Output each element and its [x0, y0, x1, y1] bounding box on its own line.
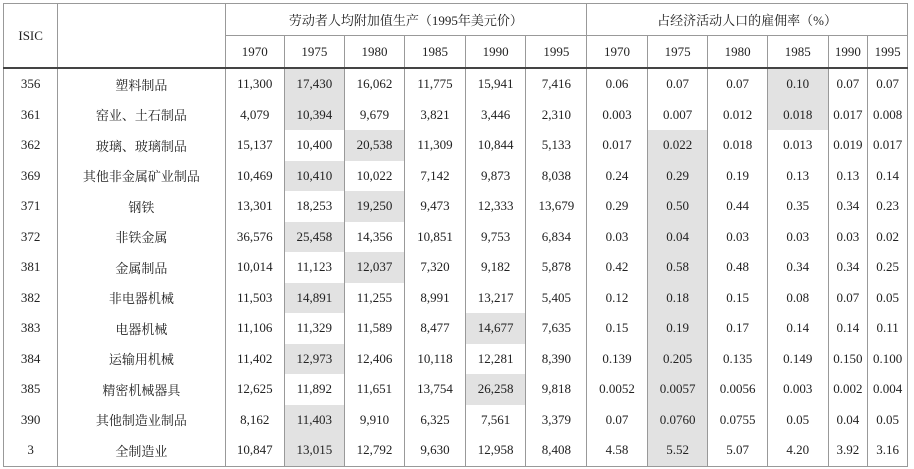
table-row — [4, 222, 908, 253]
va-year-header: 1975 — [285, 36, 345, 69]
employment-rate-cell: 0.35 — [767, 191, 828, 222]
employment-rate-cell: 0.05 — [868, 405, 908, 436]
employment-rate-cell: 0.34 — [767, 252, 828, 283]
value-added-cell: 14,677 — [465, 313, 526, 344]
value-added-cell: 10,022 — [344, 161, 405, 192]
employment-rate-cell: 4.20 — [767, 435, 828, 466]
employment-rate-cell: 0.15 — [708, 283, 768, 314]
value-added-cell: 15,941 — [465, 68, 526, 100]
value-added-cell: 6,325 — [405, 405, 466, 436]
industry-name-cell: 运输用机械 — [58, 344, 225, 375]
employment-rate-cell: 0.06 — [587, 68, 648, 100]
value-added-cell: 4,079 — [225, 100, 285, 131]
employment-rate-cell: 4.58 — [587, 435, 648, 466]
employment-rate-cell: 0.04 — [828, 405, 868, 436]
value-added-cell: 9,910 — [344, 405, 405, 436]
value-added-cell: 8,038 — [526, 161, 587, 192]
employment-rate-cell: 0.14 — [828, 313, 868, 344]
value-added-cell: 10,394 — [285, 100, 345, 131]
value-added-cell: 11,329 — [285, 313, 345, 344]
employment-rate-cell: 0.11 — [868, 313, 908, 344]
employment-rate-cell: 0.34 — [828, 252, 868, 283]
emp-year-header: 1975 — [647, 36, 708, 69]
employment-rate-cell: 3.92 — [828, 435, 868, 466]
employment-rate-cell: 0.008 — [868, 100, 908, 131]
employment-rate-cell: 0.03 — [828, 222, 868, 253]
industry-name-cell: 电器机械 — [58, 313, 225, 344]
value-added-cell: 12,973 — [285, 344, 345, 375]
employment-rate-cell: 0.03 — [767, 222, 828, 253]
employment-rate-cell: 0.017 — [587, 130, 648, 161]
industry-name-cell: 精密机械器具 — [58, 374, 225, 405]
industry-name-cell: 金属制品 — [58, 252, 225, 283]
value-added-cell: 11,892 — [285, 374, 345, 405]
value-added-cell: 20,538 — [344, 130, 405, 161]
value-added-cell: 11,123 — [285, 252, 345, 283]
isic-code-cell: 372 — [20, 228, 41, 244]
employment-rate-cell: 0.05 — [767, 405, 828, 436]
value-added-cell: 7,635 — [526, 313, 587, 344]
va-year-header: 1995 — [526, 36, 587, 69]
isic-code-cell: 390 — [20, 411, 41, 427]
employment-rate-cell: 0.100 — [868, 344, 908, 375]
value-added-cell: 7,561 — [465, 405, 526, 436]
table-row — [4, 405, 908, 436]
isic-code-cell: 382 — [20, 289, 41, 305]
employment-rate-cell: 0.18 — [647, 283, 708, 314]
value-added-cell: 7,416 — [526, 68, 587, 100]
employment-rate-cell: 0.14 — [868, 161, 908, 192]
header-name — [58, 4, 225, 69]
table-row — [4, 68, 908, 100]
employment-rate-cell: 0.29 — [587, 191, 648, 222]
employment-rate-cell: 5.07 — [708, 435, 768, 466]
data-table — [3, 3, 908, 467]
table-row — [4, 252, 908, 283]
employment-rate-cell: 0.58 — [647, 252, 708, 283]
header-isic: ISIC — [4, 4, 58, 69]
value-added-cell: 9,473 — [405, 191, 466, 222]
value-added-cell: 10,847 — [225, 435, 285, 466]
value-added-cell: 11,255 — [344, 283, 405, 314]
value-added-cell: 11,775 — [405, 68, 466, 100]
value-added-cell: 7,142 — [405, 161, 466, 192]
value-added-cell: 12,958 — [465, 435, 526, 466]
table-row — [4, 130, 908, 161]
value-added-cell: 9,630 — [405, 435, 466, 466]
employment-rate-cell: 0.15 — [587, 313, 648, 344]
value-added-cell: 10,469 — [225, 161, 285, 192]
value-added-cell: 8,162 — [225, 405, 285, 436]
value-added-cell: 5,878 — [526, 252, 587, 283]
table-row — [4, 100, 908, 131]
value-added-cell: 5,405 — [526, 283, 587, 314]
employment-rate-cell: 0.07 — [828, 68, 868, 100]
employment-rate-cell: 0.0056 — [708, 374, 768, 405]
employment-rate-cell: 0.002 — [828, 374, 868, 405]
employment-rate-cell: 0.13 — [828, 161, 868, 192]
industry-name-cell: 其他非金属矿业制品 — [58, 161, 225, 192]
isic-code-cell: 384 — [20, 350, 41, 366]
value-added-cell: 12,333 — [465, 191, 526, 222]
employment-rate-cell: 0.02 — [868, 222, 908, 253]
value-added-cell: 13,301 — [225, 191, 285, 222]
value-added-cell: 17,430 — [285, 68, 345, 100]
employment-rate-cell: 0.13 — [767, 161, 828, 192]
table-row — [4, 374, 908, 405]
header-row-groups — [4, 4, 908, 36]
value-added-cell: 12,625 — [225, 374, 285, 405]
value-added-cell: 6,834 — [526, 222, 587, 253]
value-added-cell: 8,390 — [526, 344, 587, 375]
emp-year-header: 1985 — [767, 36, 828, 69]
employment-rate-cell: 0.07 — [708, 68, 768, 100]
employment-rate-cell: 0.29 — [647, 161, 708, 192]
isic-code-cell: 361 — [20, 106, 41, 122]
value-added-cell: 9,873 — [465, 161, 526, 192]
employment-rate-cell: 0.14 — [767, 313, 828, 344]
employment-rate-cell: 0.12 — [587, 283, 648, 314]
table-row — [4, 344, 908, 375]
employment-rate-cell: 0.34 — [828, 191, 868, 222]
value-added-cell: 14,356 — [344, 222, 405, 253]
employment-rate-cell: 5.52 — [647, 435, 708, 466]
value-added-cell: 3,821 — [405, 100, 466, 131]
employment-rate-cell: 0.149 — [767, 344, 828, 375]
isic-code-cell: 381 — [20, 259, 41, 275]
employment-rate-cell: 0.07 — [587, 405, 648, 436]
isic-code-cell: 385 — [20, 381, 41, 397]
value-added-cell: 13,217 — [465, 283, 526, 314]
industry-name-cell: 其他制造业制品 — [58, 405, 225, 436]
employment-rate-cell: 0.135 — [708, 344, 768, 375]
isic-code-cell: 383 — [20, 320, 41, 336]
employment-rate-cell: 0.0755 — [708, 405, 768, 436]
employment-rate-cell: 0.0760 — [647, 405, 708, 436]
isic-code-cell: 369 — [20, 167, 41, 183]
employment-rate-cell: 0.003 — [767, 374, 828, 405]
header-employment: 占经济活动人口的雇佣率（%） — [587, 4, 908, 36]
employment-rate-cell: 0.017 — [828, 100, 868, 131]
value-added-cell: 13,015 — [285, 435, 345, 466]
table-row — [4, 161, 908, 192]
employment-rate-cell: 0.022 — [647, 130, 708, 161]
value-added-cell: 10,014 — [225, 252, 285, 283]
table-row — [4, 313, 908, 344]
employment-rate-cell: 3.16 — [868, 435, 908, 466]
employment-rate-cell: 0.013 — [767, 130, 828, 161]
value-added-cell: 11,300 — [225, 68, 285, 100]
value-added-cell: 16,062 — [344, 68, 405, 100]
employment-rate-cell: 0.03 — [708, 222, 768, 253]
value-added-cell: 12,281 — [465, 344, 526, 375]
value-added-cell: 11,589 — [344, 313, 405, 344]
employment-rate-cell: 0.205 — [647, 344, 708, 375]
employment-rate-cell: 0.07 — [828, 283, 868, 314]
value-added-cell: 11,309 — [405, 130, 466, 161]
value-added-cell: 12,037 — [344, 252, 405, 283]
employment-rate-cell: 0.05 — [868, 283, 908, 314]
value-added-cell: 10,410 — [285, 161, 345, 192]
employment-rate-cell: 0.19 — [647, 313, 708, 344]
employment-rate-cell: 0.03 — [587, 222, 648, 253]
value-added-cell: 10,400 — [285, 130, 345, 161]
industry-name-cell: 玻璃、玻璃制品 — [58, 130, 225, 161]
value-added-cell: 11,106 — [225, 313, 285, 344]
employment-rate-cell: 0.50 — [647, 191, 708, 222]
industry-name-cell: 窑业、土石制品 — [58, 100, 225, 131]
employment-rate-cell: 0.012 — [708, 100, 768, 131]
value-added-cell: 8,477 — [405, 313, 466, 344]
employment-rate-cell: 0.0057 — [647, 374, 708, 405]
value-added-cell: 9,753 — [465, 222, 526, 253]
value-added-cell: 15,137 — [225, 130, 285, 161]
value-added-cell: 9,182 — [465, 252, 526, 283]
value-added-cell: 13,754 — [405, 374, 466, 405]
employment-rate-cell: 0.04 — [647, 222, 708, 253]
employment-rate-cell: 0.19 — [708, 161, 768, 192]
value-added-cell: 11,651 — [344, 374, 405, 405]
employment-rate-cell: 0.018 — [708, 130, 768, 161]
employment-rate-cell: 0.17 — [708, 313, 768, 344]
value-added-cell: 3,379 — [526, 405, 587, 436]
employment-rate-cell: 0.23 — [868, 191, 908, 222]
value-added-cell: 12,406 — [344, 344, 405, 375]
value-added-cell: 11,503 — [225, 283, 285, 314]
value-added-cell: 14,891 — [285, 283, 345, 314]
value-added-cell: 12,792 — [344, 435, 405, 466]
isic-code-cell: 371 — [20, 198, 41, 214]
value-added-cell: 36,576 — [225, 222, 285, 253]
employment-rate-cell: 0.003 — [587, 100, 648, 131]
table-row — [4, 191, 908, 222]
isic-code-cell: 362 — [20, 137, 41, 153]
isic-code-cell: 356 — [20, 76, 41, 92]
va-year-header: 1985 — [405, 36, 466, 69]
value-added-cell: 3,446 — [465, 100, 526, 131]
value-added-cell: 2,310 — [526, 100, 587, 131]
value-added-cell: 11,402 — [225, 344, 285, 375]
value-added-cell: 10,844 — [465, 130, 526, 161]
va-year-header: 1970 — [225, 36, 285, 69]
emp-year-header: 1990 — [828, 36, 868, 69]
employment-rate-cell: 0.0052 — [587, 374, 648, 405]
value-added-cell: 10,118 — [405, 344, 466, 375]
value-added-cell: 19,250 — [344, 191, 405, 222]
emp-year-header: 1995 — [868, 36, 908, 69]
emp-year-header: 1970 — [587, 36, 648, 69]
employment-rate-cell: 0.018 — [767, 100, 828, 131]
value-added-cell: 8,991 — [405, 283, 466, 314]
value-added-cell: 9,679 — [344, 100, 405, 131]
industry-name-cell: 非铁金属 — [58, 222, 225, 253]
va-year-header: 1980 — [344, 36, 405, 69]
employment-rate-cell: 0.42 — [587, 252, 648, 283]
value-added-cell: 25,458 — [285, 222, 345, 253]
employment-rate-cell: 0.07 — [647, 68, 708, 100]
employment-rate-cell: 0.48 — [708, 252, 768, 283]
value-added-cell: 26,258 — [465, 374, 526, 405]
value-added-cell: 18,253 — [285, 191, 345, 222]
value-added-cell: 13,679 — [526, 191, 587, 222]
employment-rate-cell: 0.139 — [587, 344, 648, 375]
employment-rate-cell: 0.07 — [868, 68, 908, 100]
table-row — [4, 283, 908, 314]
value-added-cell: 9,818 — [526, 374, 587, 405]
employment-rate-cell: 0.25 — [868, 252, 908, 283]
industry-name-cell: 非电器机械 — [58, 283, 225, 314]
employment-rate-cell: 0.019 — [828, 130, 868, 161]
industry-name-cell: 全制造业 — [58, 435, 225, 466]
employment-rate-cell: 0.004 — [868, 374, 908, 405]
va-year-header: 1990 — [465, 36, 526, 69]
employment-rate-cell: 0.08 — [767, 283, 828, 314]
value-added-cell: 5,133 — [526, 130, 587, 161]
value-added-cell: 11,403 — [285, 405, 345, 436]
employment-rate-cell: 0.24 — [587, 161, 648, 192]
employment-rate-cell: 0.44 — [708, 191, 768, 222]
table-row — [4, 435, 908, 466]
employment-rate-cell: 0.017 — [868, 130, 908, 161]
emp-year-header: 1980 — [708, 36, 768, 69]
header-value-added: 劳动者人均附加值生产（1995年美元价） — [225, 4, 587, 36]
employment-rate-cell: 0.10 — [767, 68, 828, 100]
industry-name-cell: 塑料制品 — [58, 68, 225, 100]
industry-name-cell: 钢铁 — [58, 191, 225, 222]
value-added-cell: 7,320 — [405, 252, 466, 283]
value-added-cell: 10,851 — [405, 222, 466, 253]
isic-code-cell: 3 — [27, 442, 34, 458]
value-added-cell: 8,408 — [526, 435, 587, 466]
employment-rate-cell: 0.150 — [828, 344, 868, 375]
employment-rate-cell: 0.007 — [647, 100, 708, 131]
